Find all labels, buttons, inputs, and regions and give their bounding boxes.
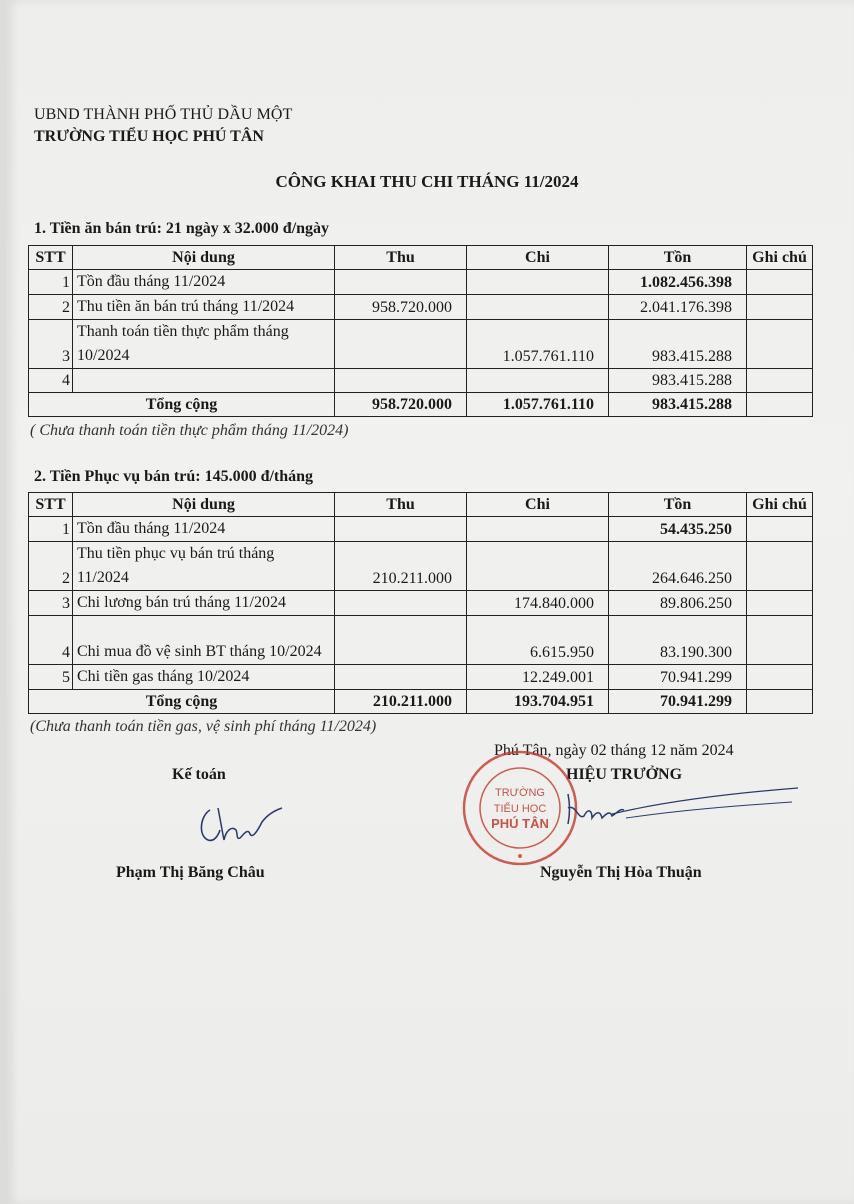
- col-ton: Tồn: [609, 493, 747, 517]
- row-content: Chi mua đồ vệ sinh BT tháng 10/2024: [73, 616, 335, 665]
- total-ton: 70.941.299: [609, 690, 747, 714]
- row-thu: [335, 369, 467, 393]
- row-content: [73, 369, 335, 393]
- section2-heading: 2. Tiền Phục vụ bán trú: 145.000 đ/tháng: [34, 468, 314, 485]
- table-row: [29, 320, 813, 369]
- row-thu: [335, 517, 467, 542]
- row-ton: 264.646.250: [609, 542, 747, 591]
- total-row: [29, 393, 813, 417]
- stamp-line-2: TIỂU HỌC: [493, 803, 547, 815]
- school-header: TRƯỜNG TIỂU HỌC PHÚ TÂN: [34, 128, 264, 145]
- row-note: [747, 320, 813, 369]
- table-row: [29, 270, 813, 295]
- total-thu: 958.720.000: [335, 393, 467, 417]
- row-chi: [467, 542, 609, 591]
- total-note: [747, 393, 813, 417]
- row-thu: 210.211.000: [335, 542, 467, 591]
- principal-name: Nguyễn Thị Hòa Thuận: [540, 864, 702, 881]
- row-content: Chi tiền gas tháng 10/2024: [73, 665, 335, 690]
- table-row: [29, 591, 813, 616]
- row-content: Thu tiền ăn bán trú tháng 11/2024: [73, 295, 335, 320]
- row-thu: 958.720.000: [335, 295, 467, 320]
- col-ton: Tồn: [609, 246, 747, 270]
- row-ton: 54.435.250: [609, 517, 747, 542]
- row-ton: 983.415.288: [609, 369, 747, 393]
- total-label: Tổng cộng: [29, 393, 335, 417]
- section2-note: (Chưa thanh toán tiền gas, vệ sinh phí tháng 11/2024): [30, 718, 377, 735]
- accountant-signature: [196, 800, 286, 852]
- total-row: [29, 690, 813, 714]
- row-stt: 2: [29, 542, 73, 591]
- col-thu: Thu: [335, 246, 467, 270]
- section1-table: [28, 245, 813, 417]
- row-stt: 4: [29, 616, 73, 665]
- row-content: Tồn đầu tháng 11/2024: [73, 517, 335, 542]
- table-row: [29, 665, 813, 690]
- row-ton: 1.082.456.398: [609, 270, 747, 295]
- total-ton: 983.415.288: [609, 393, 747, 417]
- row-note: [747, 542, 813, 591]
- col-note: Ghi chú: [747, 493, 813, 517]
- table-row: [29, 369, 813, 393]
- row-thu: [335, 320, 467, 369]
- row-content: Chi lương bán trú tháng 11/2024: [73, 591, 335, 616]
- row-thu: [335, 591, 467, 616]
- row-note: [747, 517, 813, 542]
- row-chi: 12.249.001: [467, 665, 609, 690]
- row-ton: 70.941.299: [609, 665, 747, 690]
- col-stt: STT: [29, 493, 73, 517]
- total-note: [747, 690, 813, 714]
- row-chi: 1.057.761.110: [467, 320, 609, 369]
- table-header-row: [29, 493, 813, 517]
- row-ton: 83.190.300: [609, 616, 747, 665]
- row-thu: [335, 270, 467, 295]
- row-thu: [335, 665, 467, 690]
- row-note: [747, 295, 813, 320]
- section1-note: ( Chưa thanh toán tiền thực phẩm tháng 11/2024): [30, 422, 349, 439]
- row-stt: 1: [29, 517, 73, 542]
- table-row: [29, 616, 813, 665]
- accountant-role: Kế toán: [172, 766, 226, 783]
- row-content: Tồn đầu tháng 11/2024: [73, 270, 335, 295]
- authority-header: UBND THÀNH PHỐ THỦ DẦU MỘT: [34, 106, 293, 123]
- table-row: [29, 295, 813, 320]
- row-note: [747, 591, 813, 616]
- col-content: Nội dung: [73, 246, 335, 270]
- total-chi: 193.704.951: [467, 690, 609, 714]
- col-note: Ghi chú: [747, 246, 813, 270]
- col-thu: Thu: [335, 493, 467, 517]
- col-chi: Chi: [467, 493, 609, 517]
- row-content: Thu tiền phục vụ bán trú tháng 11/2024: [73, 542, 335, 591]
- col-chi: Chi: [467, 246, 609, 270]
- row-note: [747, 616, 813, 665]
- date-line: Phú Tân, ngày 02 tháng 12 năm 2024: [494, 742, 734, 759]
- row-ton: 2.041.176.398: [609, 295, 747, 320]
- principal-signature: [552, 780, 802, 840]
- row-ton: 89.806.250: [609, 591, 747, 616]
- row-chi: [467, 295, 609, 320]
- row-chi: [467, 369, 609, 393]
- accountant-name: Phạm Thị Băng Châu: [116, 864, 265, 881]
- col-content: Nội dung: [73, 493, 335, 517]
- row-note: [747, 369, 813, 393]
- total-thu: 210.211.000: [335, 690, 467, 714]
- row-stt: 3: [29, 320, 73, 369]
- row-note: [747, 665, 813, 690]
- row-chi: [467, 270, 609, 295]
- row-ton: 983.415.288: [609, 320, 747, 369]
- table-header-row: [29, 246, 813, 270]
- section2-table: [28, 492, 813, 714]
- row-chi: 6.615.950: [467, 616, 609, 665]
- stamp-line-1: TRƯỜNG: [495, 787, 545, 799]
- row-stt: 3: [29, 591, 73, 616]
- row-chi: 174.840.000: [467, 591, 609, 616]
- stamp-line-3: PHÚ TÂN: [491, 816, 549, 831]
- row-chi: [467, 517, 609, 542]
- document-title: CÔNG KHAI THU CHI THÁNG 11/2024: [275, 172, 579, 191]
- total-chi: 1.057.761.110: [467, 393, 609, 417]
- row-content: Thanh toán tiền thực phẩm tháng 10/2024: [73, 320, 335, 369]
- section1-heading: 1. Tiền ăn bán trú: 21 ngày x 32.000 đ/ngày: [34, 220, 330, 237]
- table-row: [29, 517, 813, 542]
- row-stt: 5: [29, 665, 73, 690]
- table-row: [29, 542, 813, 591]
- col-stt: STT: [29, 246, 73, 270]
- principal-role: HIỆU TRƯỞNG: [566, 766, 683, 783]
- row-stt: 1: [29, 270, 73, 295]
- row-stt: 2: [29, 295, 73, 320]
- row-thu: [335, 616, 467, 665]
- row-stt: 4: [29, 369, 73, 393]
- total-label: Tổng cộng: [29, 690, 335, 714]
- row-note: [747, 270, 813, 295]
